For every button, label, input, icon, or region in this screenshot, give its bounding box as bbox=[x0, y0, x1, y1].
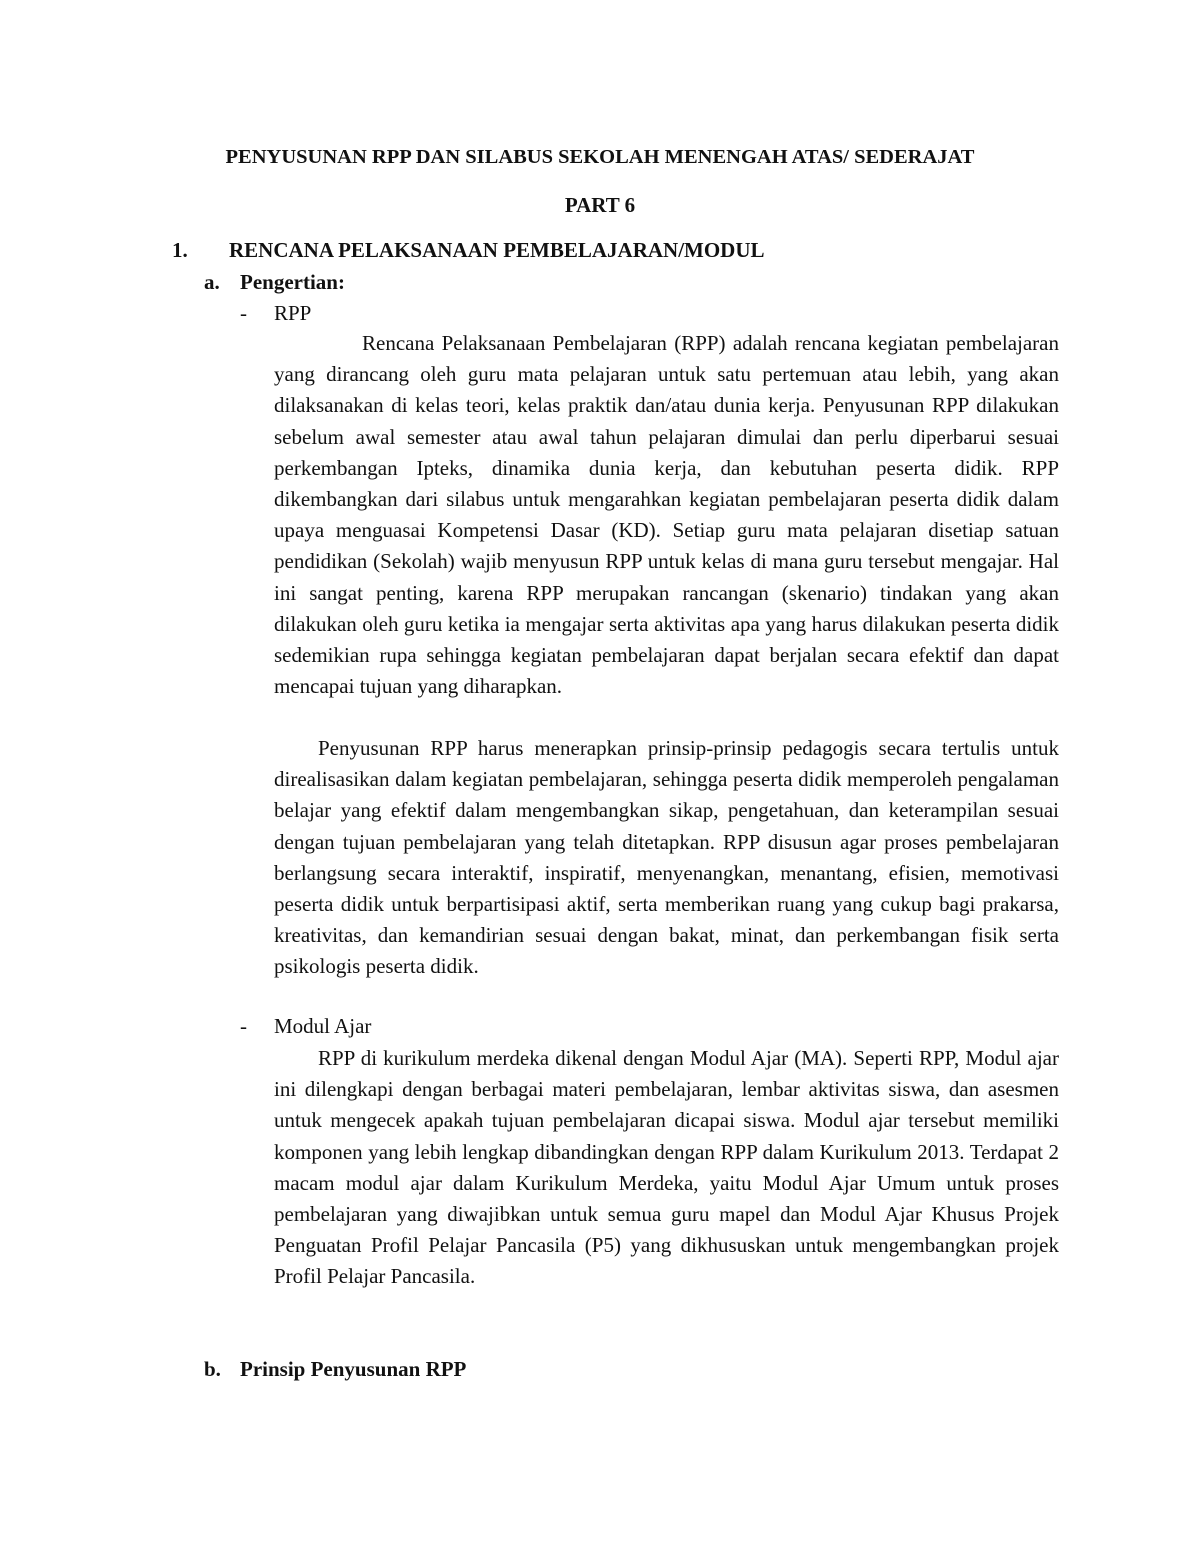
section-1-heading bbox=[172, 237, 765, 263]
subsection-b-heading bbox=[204, 1356, 466, 1382]
list-item-modul-ajar-label: Modul Ajar bbox=[274, 1014, 372, 1038]
part-label: PART 6 bbox=[564, 193, 636, 217]
list-item-modul-ajar bbox=[240, 1013, 371, 1039]
section-1-title: RENCANA PELAKSANAAN PEMBELAJARAN/MODUL bbox=[229, 238, 765, 262]
rpp-paragraph-1: Rencana Pelaksanaan Pembelajaran (RPP) adalah rencana kegiatan pembelajaran yang dirancang oleh guru mata pelajaran untuk satu pertemuan atau lebih, yang akan dilaksanakan di kelas teori, kelas praktik dan/atau dunia kerja. Penyusunan RPP dilakukan sebelum awal semester atau awal tahun pelajaran dimulai dan perlu diperbarui sesuai perkembangan Ipteks, dinamika dunia kerja, dan kebutuhan peserta didik. RPP dikembangkan dari silabus untuk mengarahkan kegiatan pembelajaran peserta didik dalam upaya menguasai Kompetensi Dasar (KD). Setiap guru mata pelajaran disetiap satuan pendidikan (Sekolah) wajib menyusun RPP untuk kelas di mana guru tersebut mengajar. Hal ini sangat penting, karena RPP merupakan rancangan (skenario) tindakan yang akan dilakukan oleh guru ketika ia mengajar serta aktivitas apa yang harus dilakukan peserta didik sedemikian rupa sehingga kegiatan pembelajaran dapat berjalan secara efektif dan dapat mencapai tujuan yang diharapkan. bbox=[274, 331, 1059, 699]
modul-ajar-paragraph: RPP di kurikulum merdeka dikenal dengan Modul Ajar (MA). Seperti RPP, Modul ajar ini dilengkapi dengan berbagai materi pembelajaran, lembar aktivitas siswa, dan asesmen untuk mengecek apakah tujuan pembelajaran dicapai siswa. Modul ajar tersebut memiliki komponen yang lebih lengkap dibandingkan dengan RPP dalam Kurikulum 2013. Terdapat 2 macam modul ajar dalam Kurikulum Merdeka, yaitu Modul Ajar Umum untuk proses pembelajaran yang diwajibkan untuk semua guru mapel dan Modul Ajar Khusus Projek Penguatan Profil Pelajar Pancasila (P5) yang dikhususkan untuk mengembangkan projek Profil Pelajar Pancasila. bbox=[274, 1046, 1059, 1289]
subsection-a-letter: a. bbox=[204, 270, 220, 294]
subsection-b-letter: b. bbox=[204, 1357, 221, 1381]
subsection-b-title: Prinsip Penyusunan RPP bbox=[240, 1357, 467, 1381]
rpp-paragraph-2: Penyusunan RPP harus menerapkan prinsip-prinsip pedagogis secara tertulis untuk direalisasikan dalam kegiatan pembelajaran, sehingga peserta didik memperoleh pengalaman belajar yang efektif dalam mengembangkan sikap, pengetahuan, dan keterampilan sesuai dengan tujuan pembelajaran yang telah ditetapkan. RPP disusun agar proses pembelajaran berlangsung secara interaktif, inspiratif, menyenangkan, menantang, efisien, memotivasi peserta didik untuk berpartisipasi aktif, serta memberikan ruang yang cukup bagi prakarsa, kreativitas, dan kemandirian sesuai dengan bakat, minat, dan perkembangan fisik serta psikologis peserta didik. bbox=[274, 736, 1059, 979]
section-1-number: 1. bbox=[172, 238, 188, 262]
list-item-rpp bbox=[240, 300, 311, 326]
document-title: PENYUSUNAN RPP DAN SILABUS SEKOLAH MENENGAH ATAS/ SEDERAJAT bbox=[225, 146, 975, 168]
list-dash: - bbox=[240, 301, 247, 325]
subsection-a-heading bbox=[204, 269, 345, 295]
list-dash: - bbox=[240, 1014, 247, 1038]
list-item-rpp-label: RPP bbox=[274, 301, 312, 325]
subsection-a-title: Pengertian: bbox=[240, 270, 345, 294]
